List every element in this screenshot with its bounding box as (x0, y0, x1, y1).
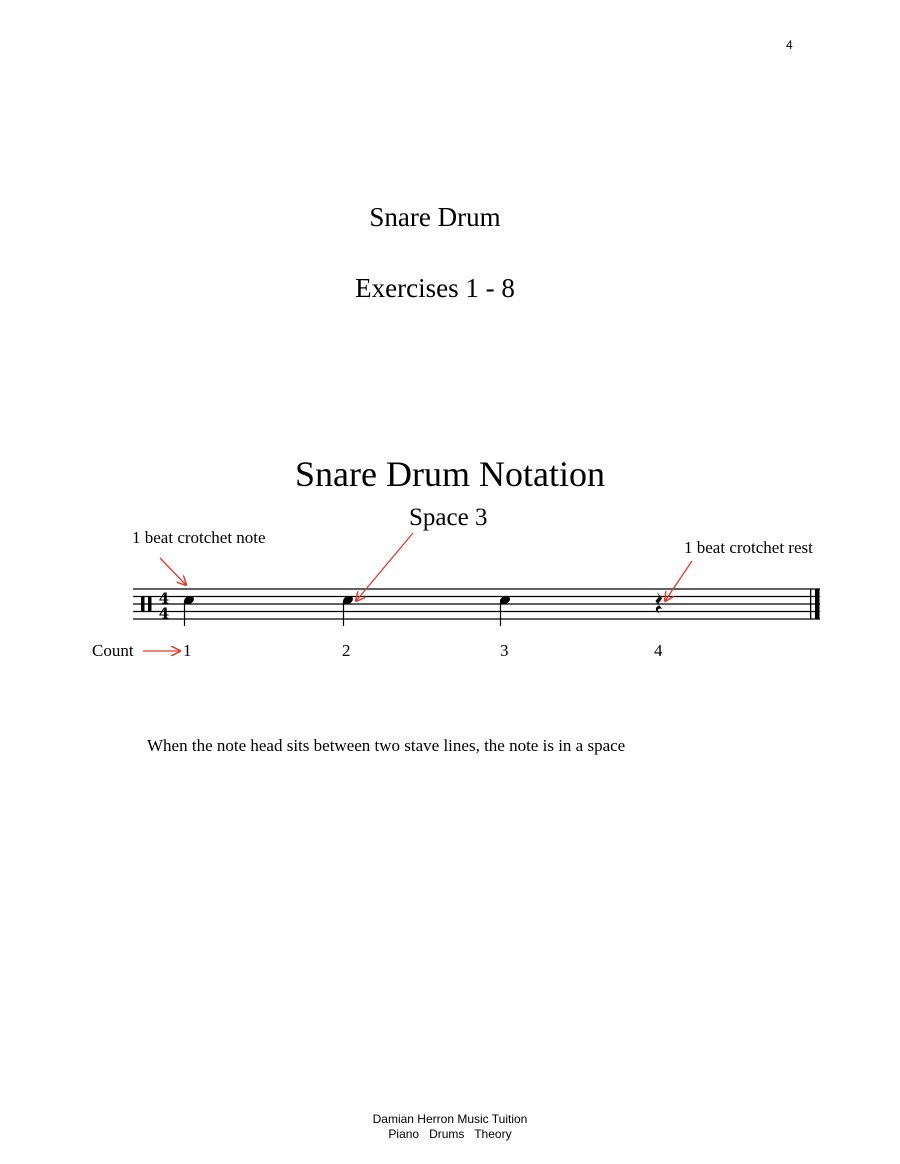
page-title: Snare Drum (369, 202, 501, 232)
footer-line-2: Piano Drums Theory (388, 1127, 512, 1141)
explanation-text: When the note head sits between two stave lines, the note is in a space (147, 736, 626, 755)
crotchet-note-1 (183, 594, 196, 626)
note-arrow-icon (160, 558, 186, 585)
section-title: Snare Drum Notation (295, 454, 605, 494)
footer-line-1: Damian Herron Music Tuition (372, 1112, 528, 1126)
space-3-label: Space 3 (409, 504, 488, 531)
crotchet-note-label: 1 beat crotchet note (132, 528, 266, 547)
beat-count-2: 2 (342, 641, 351, 660)
count-label: Count (92, 641, 134, 660)
time-signature-top: 4 (158, 589, 170, 608)
beat-count-4: 4 (654, 641, 663, 660)
rest-arrow-icon (665, 561, 692, 601)
stave-lines (133, 589, 820, 619)
crotchet-note-2 (342, 594, 355, 626)
crotchet-rest-icon (656, 592, 663, 614)
time-signature-bottom: 4 (158, 604, 170, 623)
page-subtitle: Exercises 1 - 8 (355, 273, 515, 303)
space-arrow-icon (356, 533, 413, 601)
crotchet-rest-label: 1 beat crotchet rest (684, 538, 813, 557)
beat-count-3: 3 (500, 641, 509, 660)
annotation-arrows (143, 533, 692, 651)
page-number: 4 (786, 38, 793, 52)
beat-count-1: 1 (183, 641, 192, 660)
crotchet-note-3 (499, 594, 512, 626)
